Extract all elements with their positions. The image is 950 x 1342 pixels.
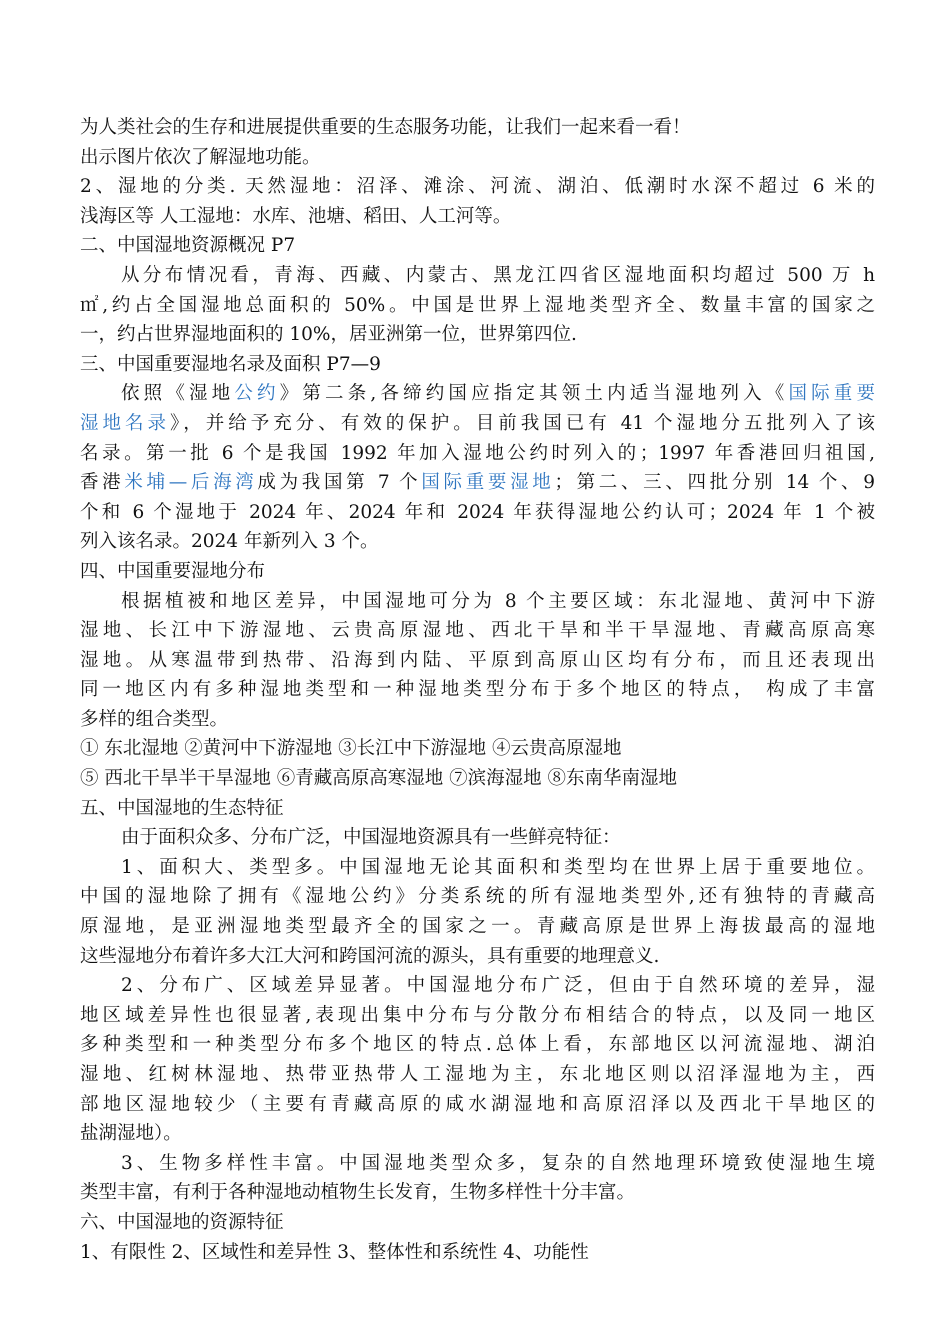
text-line (80, 202, 875, 232)
text-run: 这些湿地分布着许多大江大河和跨国河流的源头，具有重要的地理意义. (80, 945, 660, 967)
text-run: 列入该名录。2024 年新列入 3 个。 (80, 531, 379, 553)
text-line (80, 1030, 875, 1060)
text-line (80, 231, 875, 261)
text-line (80, 1090, 875, 1120)
text-line (80, 794, 875, 824)
text-run: 成为我国第 7 个 (257, 472, 422, 494)
document-body (80, 113, 875, 1267)
text-line (80, 291, 875, 321)
text-line (80, 853, 875, 883)
text-run: 四、中国重要湿地分布 (80, 560, 266, 582)
text-run: 中国的湿地除了拥有《湿地公约》分类系统的所有湿地类型外,还有独特的青藏高 (80, 886, 875, 908)
text-run: 湿地、长江中下游湿地、云贵高原湿地、西北干旱和半干旱湿地、青藏高原高寒 (80, 620, 875, 642)
text-run: 浅海区等 人工湿地：水库、池塘、稻田、人工河等。 (80, 205, 512, 227)
text-run: 同一地区内有多种湿地类型和一种湿地类型分布于多个地区的特点， 构成了丰富 (80, 679, 875, 701)
text-run: 多种类型和一种类型分布多个地区的特点.总体上看，东部地区以河流湿地、湖泊 (80, 1034, 875, 1056)
text-line (80, 409, 875, 439)
text-run: 部地区湿地较少（主要有青藏高原的咸水湖湿地和高原沼泽以及西北干旱地区的 (80, 1093, 875, 1115)
text-line (80, 823, 875, 853)
hyperlink[interactable]: 公约 (234, 383, 280, 405)
text-line (80, 971, 875, 1001)
text-line (80, 764, 875, 794)
text-run: 3、生物多样性丰富。中国湿地类型众多，复杂的自然地理环境致使湿地生境 (121, 1152, 875, 1174)
text-line (80, 527, 875, 557)
text-run: 三、中国重要湿地名录及面积 P7—9 (80, 353, 381, 375)
text-run: 1、有限性 2、区域性和差异性 3、整体性和系统性 4、功能性 (80, 1241, 589, 1263)
text-line (80, 320, 875, 350)
text-run: 湿地、红树林湿地、热带亚热带人工湿地为主，东北地区则以沼泽湿地为主，西 (80, 1064, 875, 1085)
text-line (80, 1119, 875, 1149)
text-run: 依照《湿地 (121, 383, 235, 405)
text-run: 根据植被和地区差异，中国湿地可分为 8 个主要区域：东北湿地、黄河中下游 (121, 590, 875, 612)
text-line (80, 1001, 875, 1031)
text-run: 》，并给予充分、有效的保护。目前我国已有 41 个湿地分五批列入了该 (170, 412, 875, 434)
text-line (80, 1208, 875, 1238)
text-run: 由于面积众多、分布广泛，中国湿地资源具有一些鲜亮特征： (121, 827, 621, 849)
text-run: 个和 6 个湿地于 2024 年、2024 年和 2024 年获得湿地公约认可；2024 年 1 个被 (80, 501, 875, 523)
text-run: ① 东北湿地 ②黄河中下游湿地 ③长江中下游湿地 ④云贵高原湿地 (80, 738, 622, 760)
text-line (80, 379, 875, 409)
text-run: 五、中国湿地的生态特征 (80, 797, 284, 819)
text-line (80, 734, 875, 764)
hyperlink[interactable]: 米埔—后海湾 (124, 472, 258, 494)
text-line (80, 350, 875, 380)
text-run: 从分布情况看，青海、西藏、内蒙古、黑龙江四省区湿地面积均超过 500 万 h (121, 264, 875, 286)
text-line (80, 439, 875, 469)
text-run: 出示图片依次了解湿地功能。 (80, 146, 321, 168)
text-run: 一，约占世界湿地面积的 10%，居亚洲第一位，世界第四位. (80, 324, 577, 346)
text-line (80, 468, 875, 498)
text-line (80, 143, 875, 173)
text-run: ；第二、三、四批分别 14 个、9 (554, 472, 875, 494)
text-run: 2、湿地的分类. 天然湿地：沼泽、滩涂、河流、湖泊、低潮时水深不超过 6 米的 (80, 176, 875, 198)
text-run: 六、中国湿地的资源特征 (80, 1211, 284, 1233)
text-line (80, 705, 875, 735)
text-run: 湿地。从寒温带到热带、沿海到内陆、平原到高原山区均有分布，而且还表现出 (80, 649, 875, 671)
text-run: 香港 (80, 472, 125, 494)
text-line (80, 1238, 875, 1268)
text-line (80, 587, 875, 617)
text-line (80, 113, 875, 143)
text-run: 2、分布广、区域差异显著。中国湿地分布广泛，但由于自然环境的差异，湿 (121, 975, 875, 997)
text-run: 名录。第一批 6 个是我国 1992 年加入湿地公约时列入的；1997 年香港回归祖国, (80, 442, 875, 464)
hyperlink[interactable]: 湿地名录 (80, 412, 170, 434)
text-run: 二、中国湿地资源概况 P7 (80, 235, 296, 257)
text-line (80, 616, 875, 646)
text-run: ㎡,约占全国湿地总面积的 50%。中国是世界上湿地类型齐全、数量丰富的国家之 (80, 294, 875, 316)
text-line (80, 912, 875, 942)
text-run: 多样的组合类型。 (80, 708, 229, 730)
text-run: 地区域差异性也很显著,表现出集中分布与分散分布相结合的特点，以及同一地区 (80, 1004, 875, 1026)
text-run: 类型丰富，有利于各种湿地动植物生长发育，生物多样性十分丰富。 (80, 1182, 636, 1204)
text-line (80, 1060, 875, 1090)
text-line (80, 557, 875, 587)
text-line (80, 498, 875, 528)
text-line (80, 1149, 875, 1179)
text-run: 为人类社会的生存和进展提供重要的生态服务功能，让我们一起来看一看！ (80, 117, 691, 138)
hyperlink[interactable]: 国际重要湿地 (421, 472, 555, 494)
text-line (80, 1178, 875, 1208)
text-line (80, 882, 875, 912)
text-run: 》第二条,各缔约国应指定其领土内适当湿地列入《 (279, 383, 789, 405)
text-line (80, 675, 875, 705)
text-run: 盐湖湿地）。 (80, 1123, 182, 1145)
text-line (80, 261, 875, 291)
text-run: ⑤ 西北干旱半干旱湿地 ⑥青藏高原高寒湿地 ⑦滨海湿地 ⑧东南华南湿地 (80, 768, 678, 790)
hyperlink[interactable]: 国际重要 (788, 383, 875, 405)
text-run: 原湿地，是亚洲湿地类型最齐全的国家之一。青藏高原是世界上海拔最高的湿地 (80, 916, 875, 938)
text-line (80, 172, 875, 202)
text-line (80, 942, 875, 972)
text-run: 1、面积大、类型多。中国湿地无论其面积和类型均在世界上居于重要地位。 (121, 856, 875, 878)
text-line (80, 646, 875, 676)
